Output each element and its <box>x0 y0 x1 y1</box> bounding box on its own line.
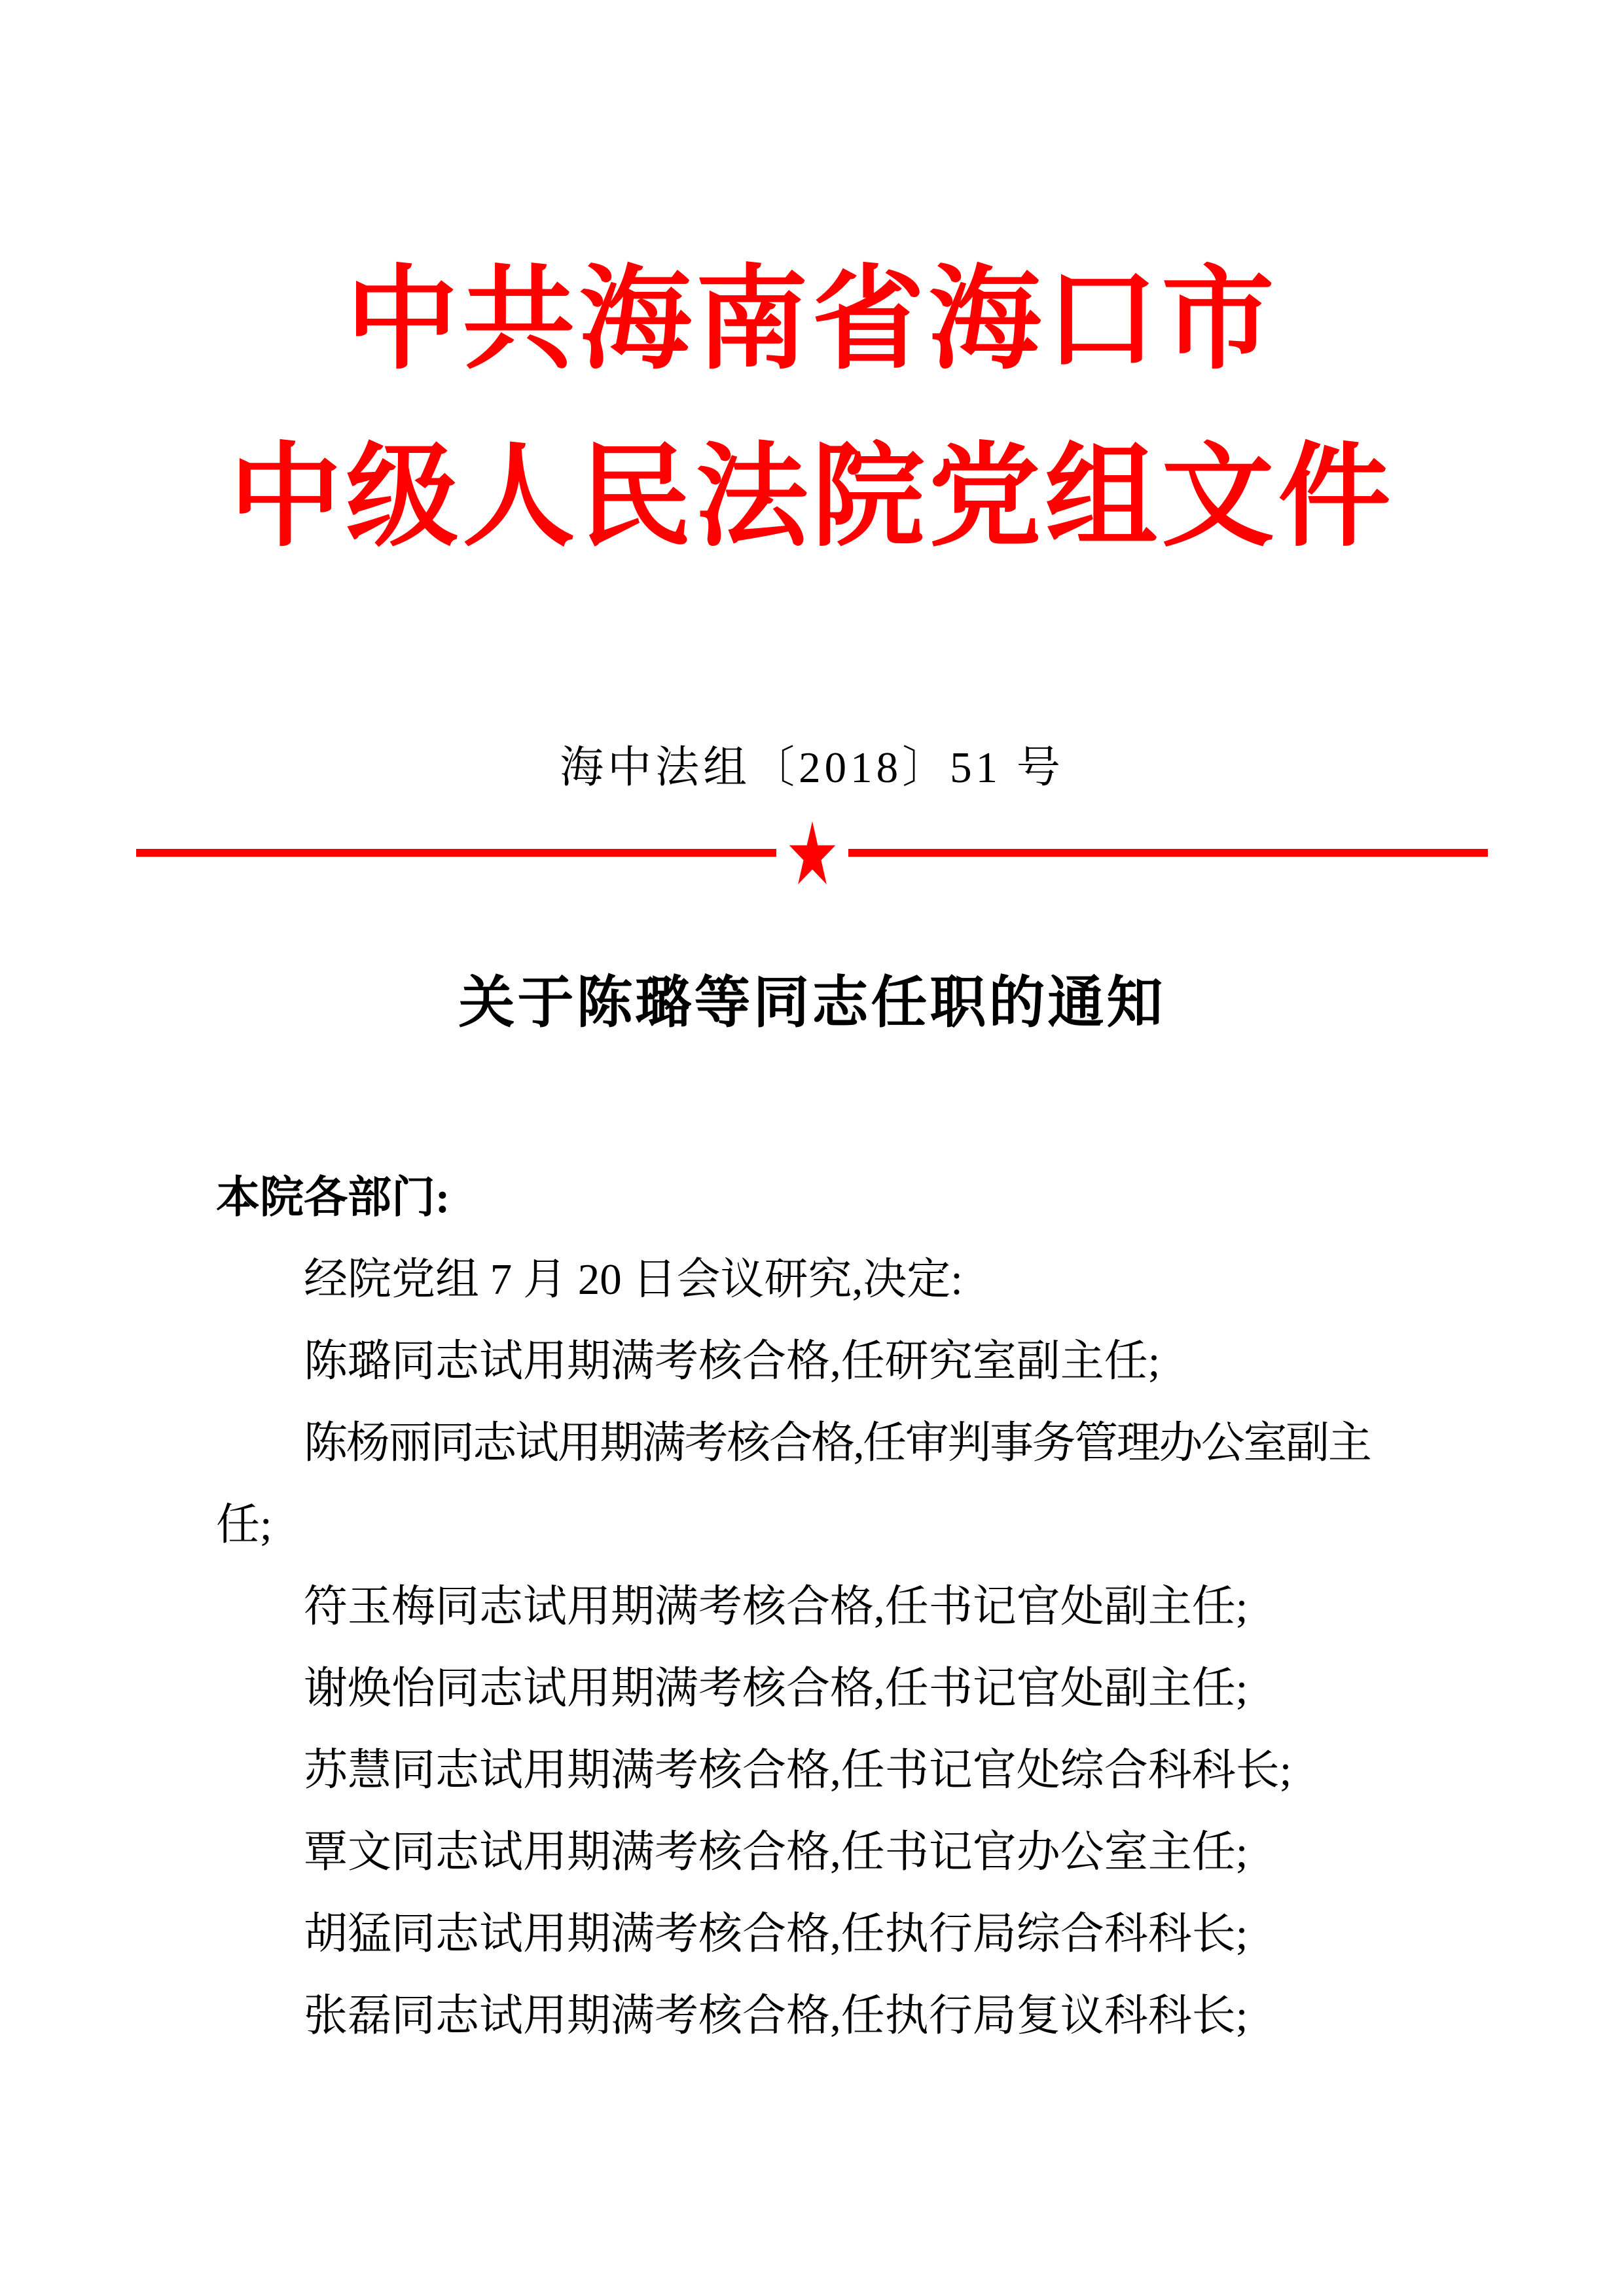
org-title-line1: 中共海南省海口市 <box>346 259 1278 383</box>
body-line: 胡猛同志试用期满考核合格,任执行局综合科科长; <box>304 1910 1248 1958</box>
body-line: 苏慧同志试用期满考核合格,任书记官处综合科科长; <box>304 1746 1292 1795</box>
divider-line-right <box>848 849 1489 857</box>
org-title-line2: 中级人民法院党组文件 <box>229 436 1395 560</box>
star-icon <box>787 819 838 893</box>
body-line: 任; <box>216 1501 272 1549</box>
body-line: 陈杨丽同志试用期满考核合格,任审判事务管理办公室副主 <box>304 1419 1371 1467</box>
body-line: 符玉梅同志试用期满考核合格,任书记官处副主任; <box>304 1583 1248 1631</box>
addressee-line: 本院各部门: <box>216 1174 450 1222</box>
doc-number: 海中法组〔2018〕51 号 <box>560 744 1064 792</box>
body-line: 经院党组 7 月 20 日会议研究,决定: <box>304 1255 963 1304</box>
divider-line-left <box>136 849 776 857</box>
body-line: 陈璐同志试用期满考核合格,任研究室副主任; <box>304 1337 1161 1386</box>
body-line: 覃文同志试用期满考核合格,任书记官办公室主任; <box>304 1828 1248 1876</box>
body-line: 谢焕怡同志试用期满考核合格,任书记官处副主任; <box>304 1664 1248 1713</box>
red-header <box>0 232 1624 587</box>
document-body <box>216 1157 1408 2057</box>
notice-title: 关于陈璐等同志任职的通知 <box>458 971 1166 1034</box>
body-line: 张磊同志试用期满考核合格,任执行局复议科科长; <box>304 1992 1248 2040</box>
divider <box>136 819 1488 895</box>
